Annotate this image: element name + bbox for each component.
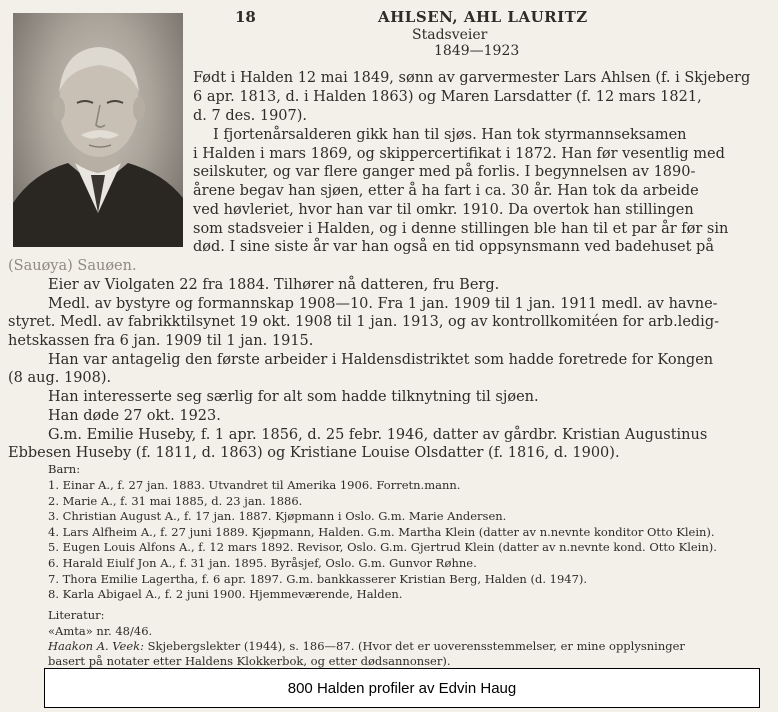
biography-line: I fjortenårsalderen gikk han til sjøs. Han tok styrmannseksamen (213, 127, 687, 143)
biography-line: seilskuter, og var flere ganger med på forlis. I begynnelsen av 1890- (193, 164, 696, 180)
biography-line: Medl. av bystyre og formannskap 1908—10. Fra 1 jan. 1909 til 1 jan. 1911 medl. av havne- (48, 296, 718, 312)
child-entry: 8. Karla Abigael A., f. 2 juni 1900. Hjemmeværende, Halden. (48, 587, 403, 602)
child-entry: 3. Christian August A., f. 17 jan. 1887. Kjøpmann i Oslo. G.m. Marie Andersen. (48, 509, 507, 524)
biography-line: Ebbesen Huseby (f. 1811, d. 1863) og Kristiane Louise Olsdatter (f. 1816, d. 1900). (8, 445, 620, 461)
literature-author: Haakon A. Veek: (48, 639, 145, 653)
child-entry: 7. Thora Emilie Lagertha, f. 6 apr. 1897. G.m. bankkasserer Kristian Berg, Halden (d. 1947). (48, 571, 588, 586)
child-entry: 4. Lars Alfheim A., f. 27 juni 1889. Kjøpmann, Halden. G.m. Martha Klein (datter av n.nevnte konditor Otto Klein). (48, 524, 715, 539)
biography-line: Eier av Violgaten 22 fra 1884. Tilhører nå datteren, fru Berg. (48, 277, 500, 293)
children-heading: Barn: (48, 462, 81, 476)
biography-line: årene begav han sjøen, etter å ha fart i ca. 30 år. Han tok da arbeide (193, 183, 699, 199)
biography-line: Han døde 27 okt. 1923. (48, 408, 221, 424)
literature-heading: Literatur: (48, 608, 105, 622)
biography-line: Han interesserte seg særlig for alt som hadde tilknytning til sjøen. (48, 389, 539, 405)
occupation-title: Stadsveier (412, 27, 488, 43)
biography-line: (Sauøya) Sauøen. (8, 258, 137, 274)
biography-line: styret. Medl. av fabrikktilsynet 19 okt. 1908 til 1 jan. 1913, og av kontrollkomitéen for arb.ledig- (8, 314, 719, 330)
literature-ref-text: Skjebergslekter (1944), s. 186—87. (Hvor det er uoverensstemmelser, er mine opplysninger (144, 639, 685, 653)
biography-line: (8 aug. 1908). (8, 370, 112, 386)
caption-box (44, 668, 760, 708)
portrait-illustration (13, 13, 183, 247)
child-entry: 2. Marie A., f. 31 mai 1885, d. 23 jan. 1886. (48, 493, 303, 508)
biography-line: Født i Halden 12 mai 1849, sønn av garvermester Lars Ahlsen (f. i Skjeberg (193, 70, 751, 86)
literature-ref-cont: basert på notater etter Haldens Klokkerbok, og etter dødsannonser). (48, 654, 451, 668)
biography-line: ved høvleriet, hvor han var til omkr. 1910. Da overtok han stillingen (193, 202, 694, 218)
biography-line: død. I sine siste år var han også en tid oppsynsmann ved badehuset på (193, 239, 714, 255)
literature-ref-veek (48, 639, 685, 655)
biography-line: i Halden i mars 1869, og skippercertifikat i 1872. Han før vesentlig med (193, 146, 725, 162)
person-name: AHLSEN, AHL LAURITZ (378, 8, 588, 26)
biography-line: Han var antagelig den første arbeider i Haldensdistriktet som hadde foretrede for Kongen (48, 352, 714, 368)
biography-line: G.m. Emilie Huseby, f. 1 apr. 1856, d. 25 febr. 1946, datter av gårdbr. Kristian Augustinus (48, 427, 708, 443)
biography-line: hetskassen fra 6 jan. 1909 til 1 jan. 1915. (8, 333, 314, 349)
child-entry: 6. Harald Eiulf Jon A., f. 31 jan. 1895. Byråsjef, Oslo. G.m. Gunvor Røhne. (48, 556, 477, 570)
biography-line: som stadsveier i Halden, og i denne stillingen ble han til et par år før sin (193, 221, 729, 237)
literature-ref-amta: «Amta» nr. 48/46. (48, 624, 153, 638)
page-number: 18 (235, 8, 256, 26)
child-entry: 1. Einar A., f. 27 jan. 1883. Utvandret til Amerika 1906. Forretn.mann. (48, 478, 461, 492)
caption-text: 800 Halden profiler av Edvin Haug (287, 679, 517, 697)
biography-line: 6 apr. 1813, d. i Halden 1863) og Maren Larsdatter (f. 12 mars 1821, (193, 89, 702, 105)
portrait-photo (13, 13, 183, 247)
life-years: 1849—1923 (434, 43, 520, 59)
child-entry: 5. Eugen Louis Alfons A., f. 12 mars 1892. Revisor, Oslo. G.m. Gjertrud Klein (datter av n.nevnte kond. Otto Klein). (48, 540, 717, 555)
biography-line: d. 7 des. 1907). (193, 108, 308, 124)
